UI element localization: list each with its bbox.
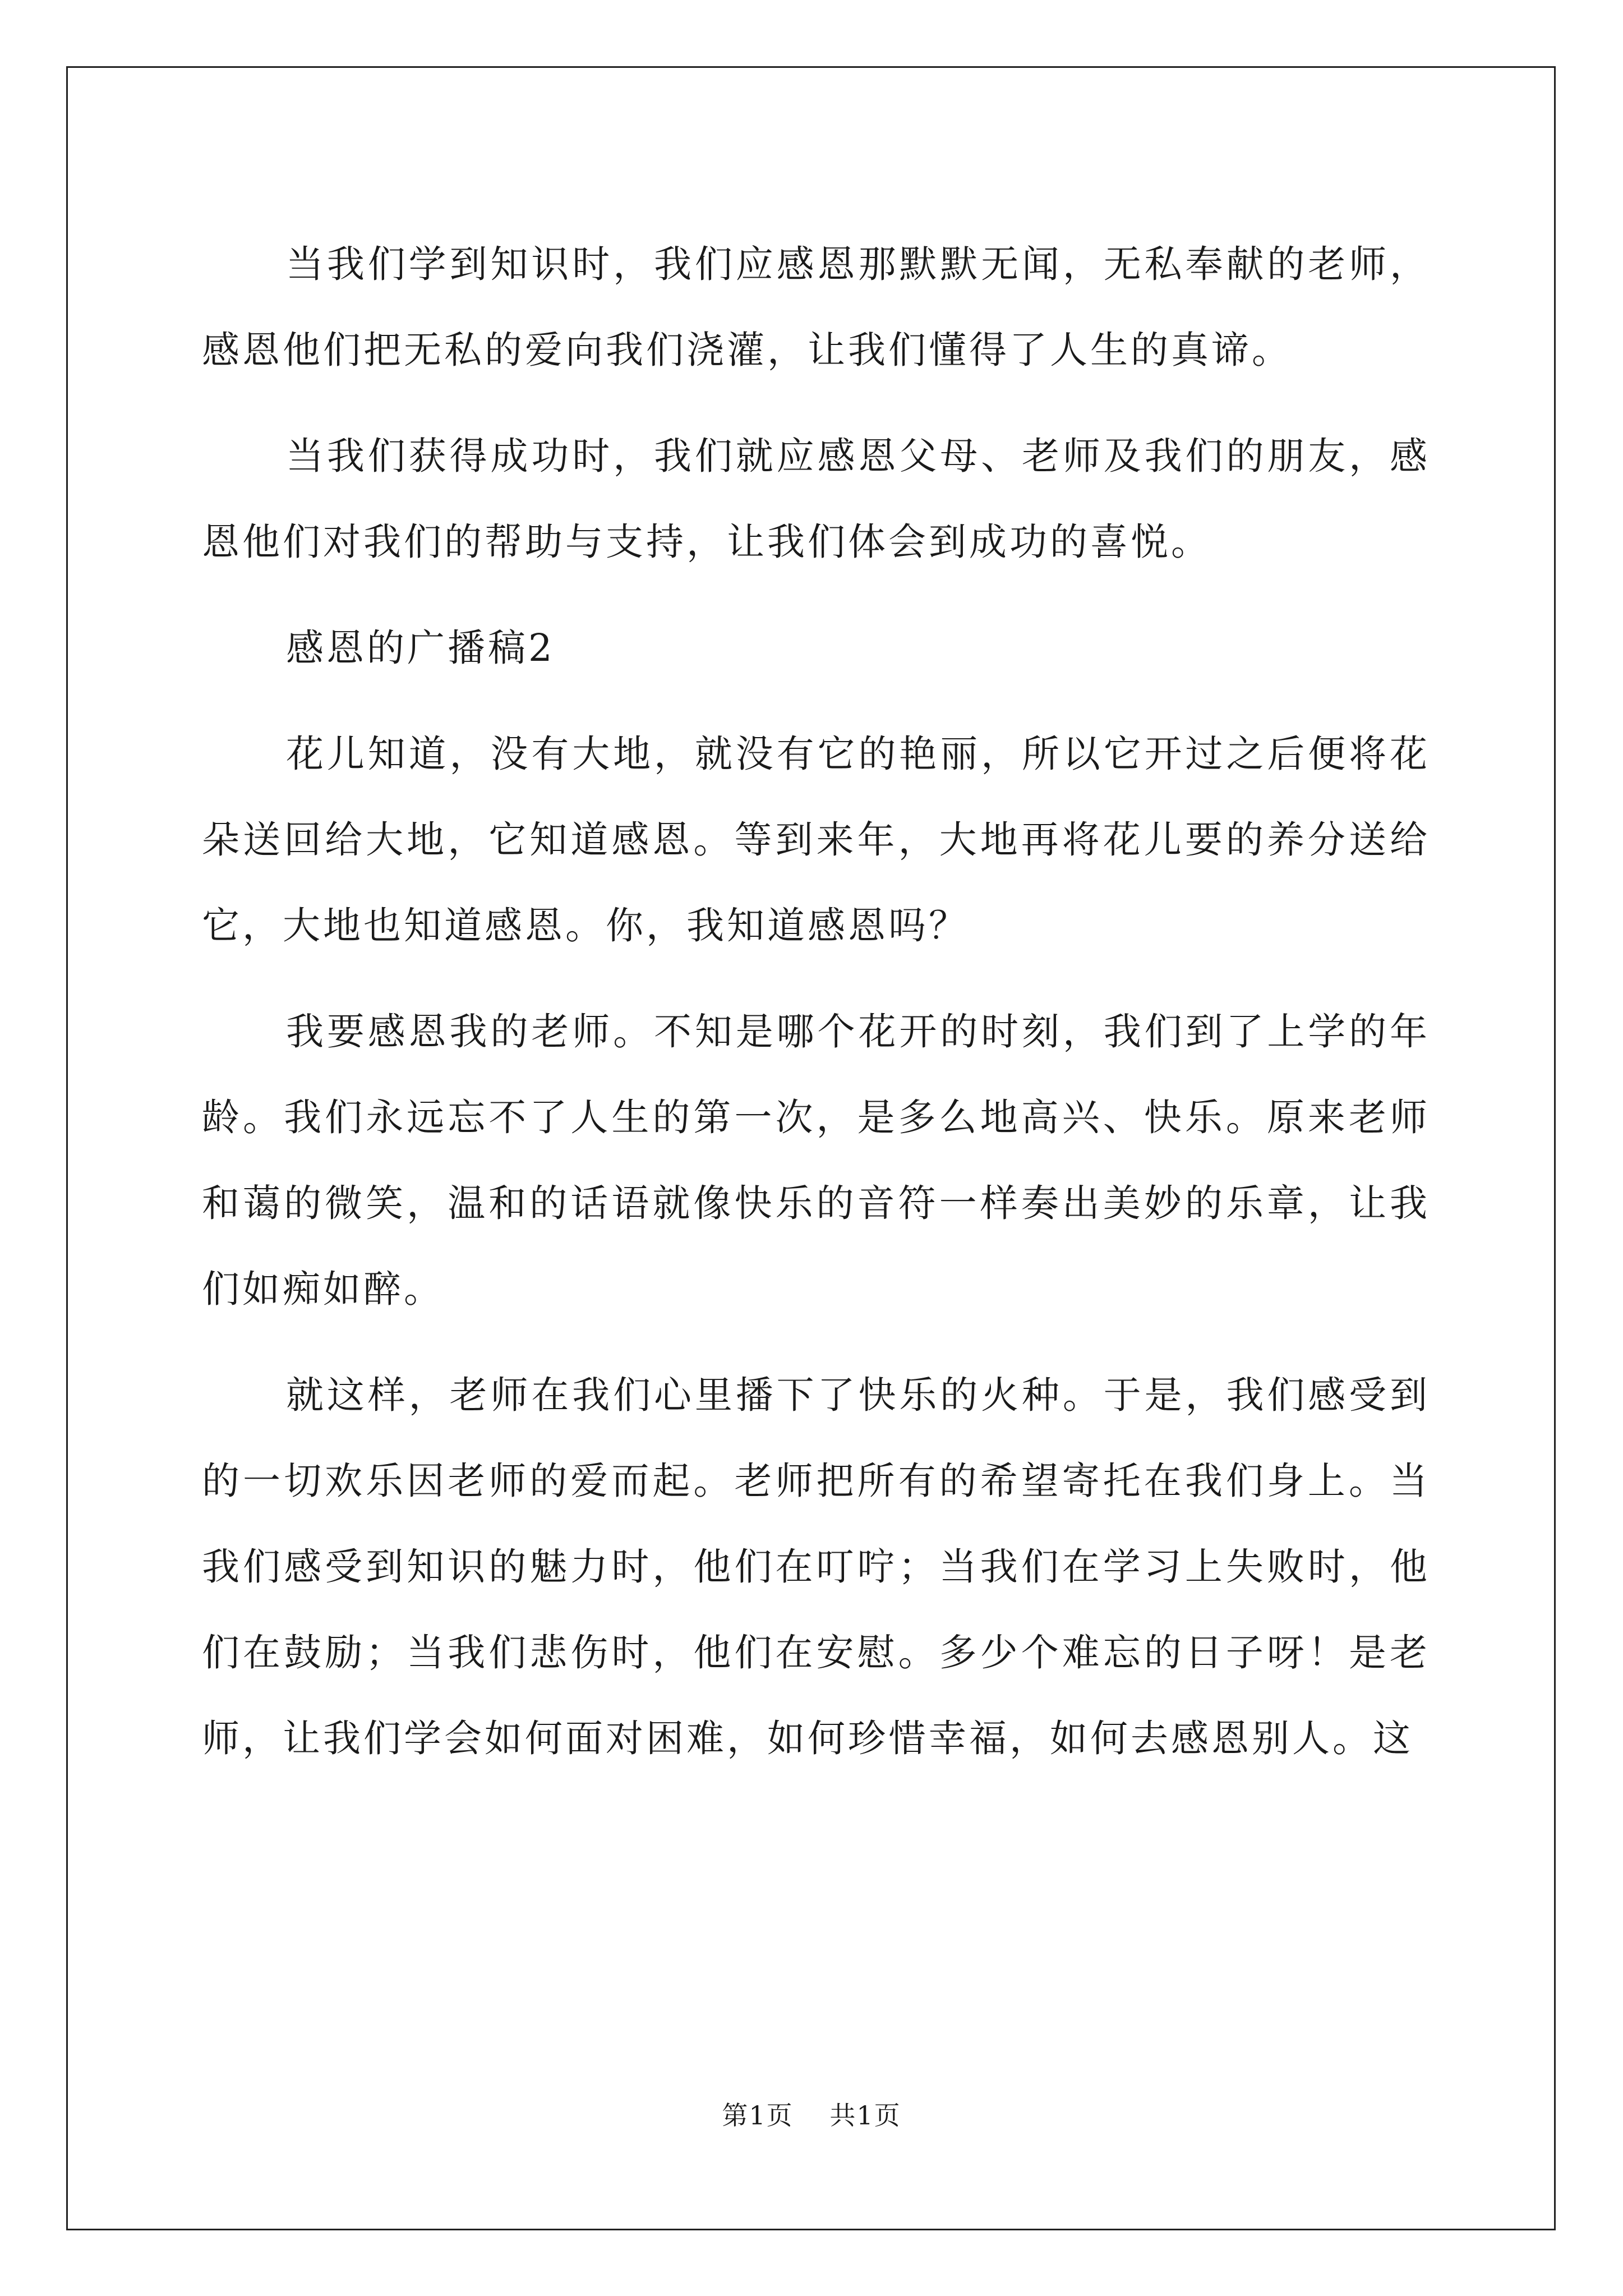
paragraph: 当我们学到知识时，我们应感恩那默默无闻，无私奉献的老师，感恩他们把无私的爱向我们浇灌，让我们懂得了人生的真谛。 [202,242,1430,372]
page-number: 第1页 [722,2100,794,2131]
page-footer [0,2095,1623,2132]
paragraph: 我要感恩我的老师。不知是哪个花开的时刻，我们到了上学的年龄。我们永远忘不了人生的第一次，是多么地高兴、快乐。原来老师和蔼的微笑，温和的话语就像快乐的音符一样奏出美妙的乐章，让我们如痴如醉。 [202,1010,1430,1311]
paragraph: 就这样，老师在我们心里播下了快乐的火种。于是，我们感受到的一切欢乐因老师的爱而起。老师把所有的希望寄托在我们身上。当我们感受到知识的魅力时，他们在叮咛；当我们在学习上失败时，他们在鼓励；当我们悲伤时，他们在安慰。多少个难忘的日子呀！是老师，让我们学会如何面对困难，如何珍惜幸福，如何去感恩别人。这 [202,1373,1430,1760]
paragraph: 花儿知道，没有大地，就没有它的艳丽，所以它开过之后便将花朵送回给大地，它知道感恩。等到来年，大地再将花儿要的养分送给它，大地也知道感恩。你，我知道感恩吗？ [202,732,1430,947]
document-body [202,222,1430,1802]
page-total: 共1页 [829,2100,901,2131]
paragraph: 当我们获得成功时，我们就应感恩父母、老师及我们的朋友，感恩他们对我们的帮助与支持，让我们体会到成功的喜悦。 [202,434,1430,564]
section-heading: 感恩的广播稿2 [286,626,555,670]
